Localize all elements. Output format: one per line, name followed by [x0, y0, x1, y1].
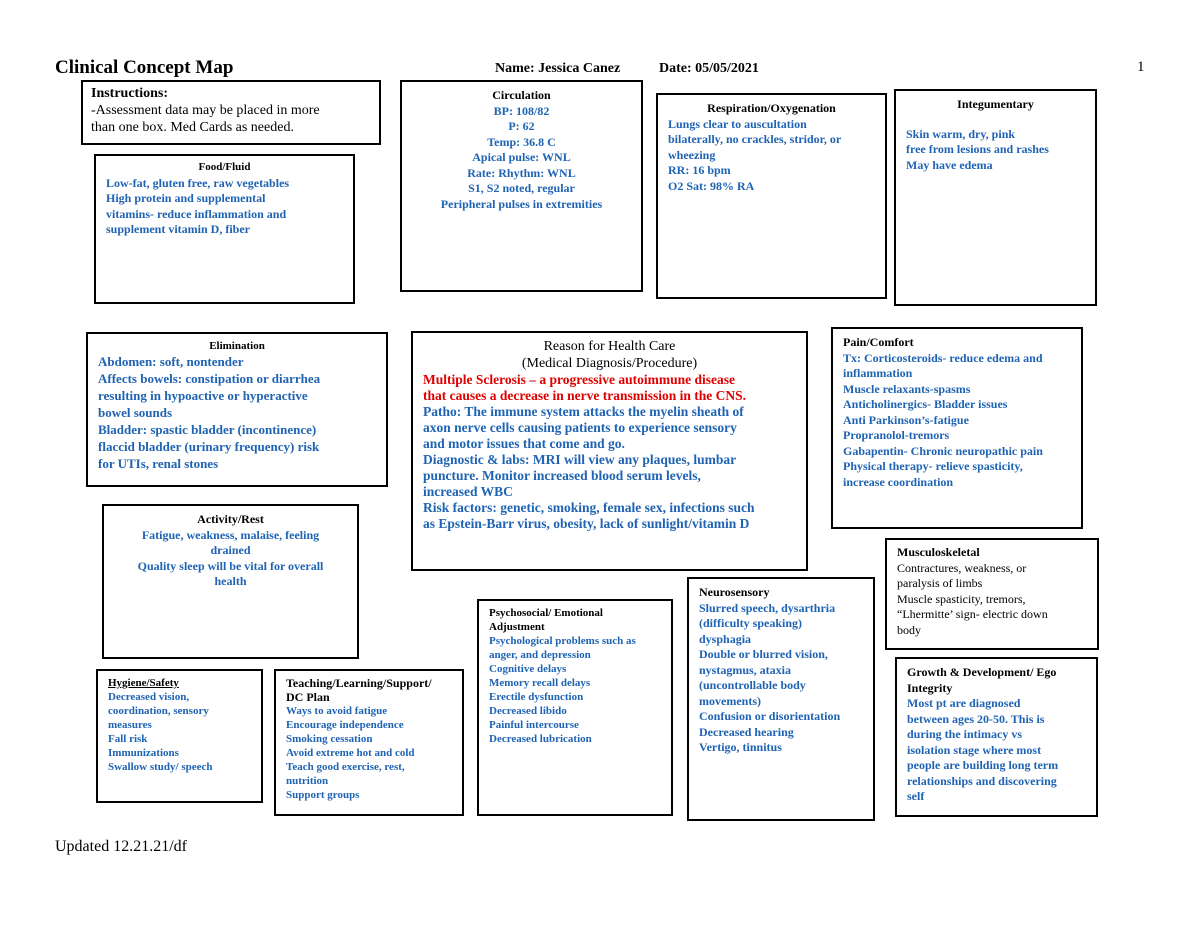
- psychosocial-line: Painful intercourse: [489, 719, 579, 731]
- elimination-line: Abdomen: soft, nontender: [98, 354, 244, 369]
- activity-rest-line: Quality sleep will be vital for overall: [137, 558, 324, 573]
- teaching-line: Ways to avoid fatigue: [286, 705, 388, 717]
- growth-development-line: relationships and discovering: [907, 773, 1057, 788]
- pain-comfort-line: Physical therapy- relieve spasticity,: [843, 459, 1023, 473]
- updated-footer: Updated 12.21.21/df: [55, 838, 187, 855]
- circulation-line: BP: 108/82: [493, 103, 550, 118]
- teaching-line: Avoid extreme hot and cold: [286, 747, 415, 759]
- respiration-line: RR: 16 bpm: [668, 163, 731, 177]
- reason-for-health-care-box: [411, 331, 808, 571]
- psychosocial-line: Psychological problems such as: [489, 635, 636, 647]
- pain-comfort-line: Anti Parkinson’s-fatigue: [843, 412, 969, 427]
- musculoskeletal-title: Musculoskeletal: [897, 545, 980, 559]
- food-fluid-box: [94, 154, 355, 304]
- psychosocial-line: Memory recall delays: [489, 677, 591, 689]
- growth-development-line: between ages 20-50. This is: [907, 711, 1045, 726]
- reason-line: axon nerve cells causing patients to experience sensory: [423, 420, 737, 435]
- psychosocial-line: Cognitive delays: [489, 663, 567, 675]
- psychosocial-line: Decreased lubrication: [489, 733, 592, 745]
- activity-rest-line: health: [214, 574, 247, 588]
- reason-line: Patho: The immune system attacks the myelin sheath of: [423, 404, 744, 419]
- page-number: 1: [1137, 59, 1145, 75]
- food-fluid-line: supplement vitamin D, fiber: [106, 222, 250, 236]
- elimination-title: Elimination: [209, 340, 265, 352]
- page-title: Clinical Concept Map: [55, 57, 234, 78]
- neurosensory-line: (difficulty speaking): [699, 616, 803, 630]
- pain-comfort-title: Pain/Comfort: [843, 335, 914, 349]
- teaching-title: Teaching/Learning/Support/: [286, 676, 432, 690]
- elimination-box: [86, 332, 388, 487]
- musculoskeletal-line: paralysis of limbs: [897, 576, 983, 590]
- teaching-line: Support groups: [286, 789, 360, 801]
- circulation-line: S1, S2 noted, regular: [468, 181, 575, 195]
- psychosocial-line: Decreased libido: [489, 705, 567, 717]
- student-name: Name: Jessica Canez: [495, 61, 621, 76]
- growth-development-title: Growth & Development/ Ego: [907, 665, 1057, 679]
- neurosensory-line: Confusion or disorientation: [699, 709, 841, 723]
- hygiene-safety-line: Decreased vision,: [108, 691, 190, 703]
- reason-line: puncture. Monitor increased blood serum levels,: [423, 468, 701, 483]
- reason-line: as Epstein-Barr virus, obesity, lack of sunlight/vitamin D: [423, 516, 750, 531]
- growth-development-line: Most pt are diagnosed: [907, 696, 1021, 710]
- neurosensory-line: Double or blurred vision,: [699, 647, 828, 661]
- teaching-line: nutrition: [286, 775, 329, 787]
- integumentary-line: Skin warm, dry, pink: [906, 126, 1016, 141]
- respiration-box: [656, 93, 887, 299]
- respiration-line: Lungs clear to auscultation: [668, 116, 807, 131]
- teaching-line: Smoking cessation: [286, 733, 373, 745]
- neurosensory-title: Neurosensory: [699, 585, 770, 599]
- growth-development-line: isolation stage where most: [907, 742, 1042, 757]
- psychosocial-line: anger, and depression: [489, 649, 591, 661]
- circulation-line: Peripheral pulses in extremities: [440, 196, 603, 211]
- integumentary-line: May have edema: [906, 157, 993, 172]
- neurosensory-line: dysphagia: [699, 631, 752, 646]
- growth-development-line: people are building long term: [907, 758, 1059, 772]
- hygiene-safety-box: [96, 669, 263, 803]
- circulation-box: [400, 80, 643, 292]
- integumentary-title: Integumentary: [957, 97, 1034, 111]
- respiration-line: bilaterally, no crackles, stridor, or: [668, 132, 842, 146]
- hygiene-safety-line: measures: [108, 719, 152, 731]
- hygiene-safety-line: Swallow study/ speech: [108, 761, 213, 773]
- food-fluid-line: High protein and supplemental: [106, 191, 266, 205]
- hygiene-safety-line: coordination, sensory: [108, 705, 209, 717]
- food-fluid-line: vitamins- reduce inflammation and: [106, 206, 287, 221]
- food-fluid-line: Low-fat, gluten free, raw vegetables: [106, 175, 290, 190]
- musculoskeletal-line: Muscle spasticity, tremors,: [897, 591, 1026, 606]
- pain-comfort-line: increase coordination: [843, 474, 954, 489]
- circulation-title: Circulation: [492, 88, 551, 102]
- integumentary-line: free from lesions and rashes: [906, 142, 1049, 156]
- pain-comfort-line: Tx: Corticosteroids- reduce edema and: [843, 350, 1043, 365]
- elimination-line: Bladder: spastic bladder (incontinence): [98, 422, 317, 437]
- growth-development-line: during the intimacy vs: [907, 727, 1023, 741]
- hygiene-safety-line: Fall risk: [108, 733, 148, 745]
- circulation-line: Temp: 36.8 C: [487, 134, 556, 149]
- musculoskeletal-line: Contractures, weakness, or: [897, 560, 1027, 575]
- elimination-line: bowel sounds: [98, 405, 173, 420]
- integumentary-box: [894, 89, 1097, 306]
- growth-development-line: self: [907, 789, 925, 803]
- respiration-title: Respiration/Oxygenation: [707, 101, 836, 115]
- neurosensory-line: nystagmus, ataxia: [699, 662, 792, 677]
- date: Date: 05/05/2021: [659, 61, 759, 76]
- teaching-line: Teach good exercise, rest,: [286, 761, 405, 773]
- pain-comfort-box: [831, 327, 1083, 529]
- pain-comfort-line: Anticholinergics- Bladder issues: [843, 397, 1008, 411]
- neurosensory-line: movements): [699, 693, 761, 708]
- respiration-line: wheezing: [668, 147, 716, 162]
- instructions-box: [81, 80, 381, 145]
- psychosocial-box: [477, 599, 673, 816]
- psychosocial-line: Erectile dysfunction: [489, 691, 584, 703]
- circulation-line: Apical pulse: WNL: [472, 150, 571, 164]
- neurosensory-line: Slurred speech, dysarthria: [699, 600, 836, 615]
- reason-line: and motor issues that come and go.: [423, 436, 625, 451]
- musculoskeletal-line: body: [897, 622, 921, 637]
- elimination-line: resulting in hypoactive or hyperactive: [98, 388, 308, 403]
- reason-title: Reason for Health Care: [543, 339, 676, 354]
- musculoskeletal-line: “Lhermitte’ sign- electric down: [897, 607, 1048, 621]
- teaching-line: Encourage independence: [286, 719, 404, 731]
- pain-comfort-line: inflammation: [843, 366, 913, 380]
- activity-rest-box: [102, 504, 359, 659]
- elimination-line: flaccid bladder (urinary frequency) risk: [98, 439, 320, 454]
- reason-subtitle: (Medical Diagnosis/Procedure): [521, 356, 698, 371]
- psychosocial-title: Psychosocial/ Emotional: [489, 607, 603, 619]
- growth-development-box: [895, 657, 1098, 817]
- neurosensory-line: (uncontrollable body: [699, 678, 806, 692]
- activity-rest-title: Activity/Rest: [197, 512, 264, 526]
- food-fluid-title: Food/Fluid: [198, 161, 251, 173]
- instructions-title: Instructions:: [91, 86, 169, 101]
- reason-line: Diagnostic & labs: MRI will view any plaques, lumbar: [423, 452, 737, 467]
- diagnosis-line: that causes a decrease in nerve transmission in the CNS.: [423, 388, 746, 403]
- psychosocial-subtitle: Adjustment: [489, 621, 545, 633]
- elimination-line: Affects bowels: constipation or diarrhea: [98, 371, 321, 386]
- teaching-subtitle: DC Plan: [286, 690, 330, 704]
- instructions-line: -Assessment data may be placed in more: [91, 103, 320, 118]
- activity-rest-line: Fatigue, weakness, malaise, feeling: [141, 527, 320, 542]
- activity-rest-line: drained: [210, 543, 251, 557]
- neurosensory-line: Decreased hearing: [699, 724, 794, 739]
- musculoskeletal-box: [885, 538, 1099, 650]
- circulation-line: P: 62: [508, 119, 535, 133]
- neurosensory-line: Vertigo, tinnitus: [699, 740, 782, 754]
- hygiene-safety-title: Hygiene/Safety: [108, 677, 179, 689]
- teaching-box: [274, 669, 464, 816]
- reason-line: increased WBC: [423, 484, 513, 499]
- diagnosis-line: Multiple Sclerosis – a progressive autoimmune disease: [423, 372, 735, 387]
- pain-comfort-line: Muscle relaxants-spasms: [843, 381, 971, 396]
- pain-comfort-line: Propranolol-tremors: [843, 428, 950, 442]
- hygiene-safety-line: Immunizations: [108, 747, 179, 759]
- pain-comfort-line: Gabapentin- Chronic neuropathic pain: [843, 443, 1043, 458]
- respiration-line: O2 Sat: 98% RA: [668, 178, 755, 193]
- reason-line: Risk factors: genetic, smoking, female sex, infections such: [423, 500, 755, 515]
- instructions-line: than one box. Med Cards as needed.: [91, 120, 294, 135]
- neurosensory-box: [687, 577, 875, 821]
- growth-development-subtitle: Integrity: [907, 680, 953, 695]
- elimination-line: for UTIs, renal stones: [98, 456, 219, 471]
- circulation-line: Rate: Rhythm: WNL: [467, 165, 576, 180]
